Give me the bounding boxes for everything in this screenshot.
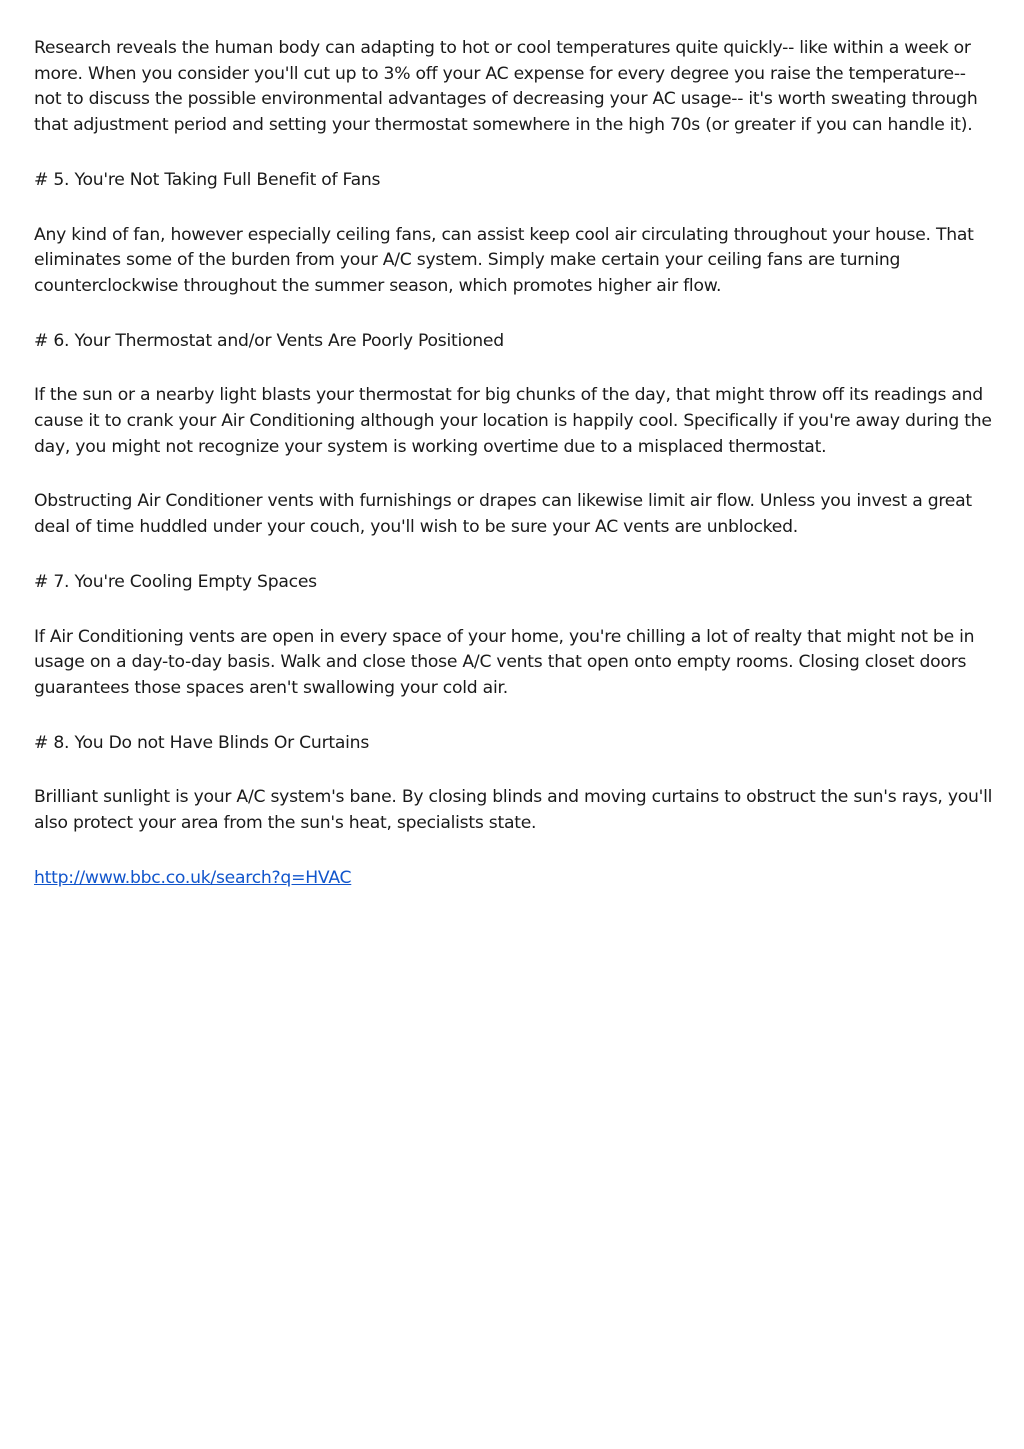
section-heading-6: # 6. Your Thermostat and/or Vents Are Poorly Positioned [34,330,504,351]
source-link[interactable]: http://www.bbc.co.uk/search?q=HVAC [34,867,352,888]
section-8-paragraph: Brilliant sunlight is your A/C system's bane. By closing blinds and moving curtains to obstruct the sun's rays, you'll also protect your area from the sun's heat, specialists state. [34,787,993,834]
section-6-paragraph-2: Obstructing Air Conditioner vents with furnishings or drapes can likewise limit air flow. Unless you invest a great deal of time huddled under your couch, you'll wish to be sure your AC vents are unblocked. [34,491,972,538]
section-6-paragraph-1: If the sun or a nearby light blasts your thermostat for big chunks of the day, that might throw off its readings and cause it to crank your Air Conditioning although your location is happily cool. Specifically if you're away during the day, you might not recognize your system is working overtime due to a misplaced thermostat. [34,385,992,457]
section-heading-5: # 5. You're Not Taking Full Benefit of Fans [34,169,381,190]
document-page [34,36,994,891]
section-heading-7: # 7. You're Cooling Empty Spaces [34,571,317,592]
intro-paragraph: Research reveals the human body can adapting to hot or cool temperatures quite quickly-- like within a week or more. When you consider you'll cut up to 3% off your AC expense for every degree you raise the temperature-- not to discuss the possible environmental advantages of decreasing your AC usage-- it's worth sweating through that adjustment period and setting your thermostat somewhere in the high 70s (or greater if you can handle it). [34,38,978,136]
section-5-paragraph: Any kind of fan, however especially ceiling fans, can assist keep cool air circulating throughout your house. That eliminates some of the burden from your A/C system. Simply make certain your ceiling fans are turning counterclockwise throughout the summer season, which promotes higher air flow. [34,224,974,296]
section-heading-8: # 8. You Do not Have Blinds Or Curtains [34,732,370,753]
section-7-paragraph: If Air Conditioning vents are open in every space of your home, you're chilling a lot of realty that might not be in usage on a day-to-day basis. Walk and close those A/C vents that open onto empty rooms. Closing closet doors guarantees those spaces aren't swallowing your cold air. [34,626,975,698]
